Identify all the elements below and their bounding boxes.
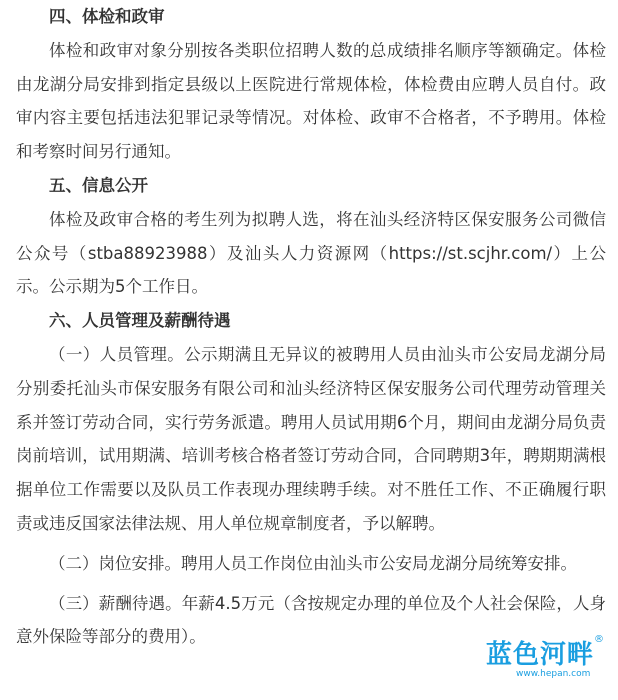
watermark-logo-text: 蓝色河畔 [486,640,595,670]
section-5-title: 五、信息公开 [49,175,148,195]
document-body [16,0,606,654]
section-6-salary: （三）薪酬待遇。年薪4.5万元（含按规定办理的单位及个人社会保险，人身意外保险等部分的费用）。 [16,593,606,647]
watermark-site: www.hepan.com [516,669,591,679]
section-6-personnel-management: （一）人员管理。公示期满且无异议的被聘用人员由汕头市公安局龙湖分局分别委托汕头市保安服务有限公司和汕头经济特区保安服务公司代理劳动管理关系并签订劳动合同，实行劳务派遣。聘用人员试用期6个月，期间由龙湖分局负责岗前培训，试用期满、培训考核合格者签订劳动合同，合同聘期3年，聘期期满根据单位工作需要以及队员工作表现办理续聘手续。对不胜任工作、不正确履行职责或违反国家法律法规、用人单位规章制度者，予以解聘。 [16,344,606,533]
section-6-position-arrangement: （二）岗位安排。聘用人员工作岗位由汕头市公安局龙湖分局统筹安排。 [49,553,577,573]
section-4-paragraph: 体检和政审对象分别按各类职位招聘人数的总成绩排名顺序等额确定。体检由龙湖分局安排到指定县级以上医院进行常规体检，体检费由应聘人员自付。政审内容主要包括违法犯罪记录等情况。对体检、政审不合格者，不予聘用。体检和考察时间另行通知。 [16,40,606,162]
registered-mark: ® [594,634,604,645]
section-5-paragraph: 体检及政审合格的考生列为拟聘人选，将在汕头经济特区保安服务公司微信公众号（stba88923988）及汕头人力资源网（https://st.scjhr.com/）上公示。公示期为5个工作日。 [16,209,606,297]
section-4-title: 四、体检和政审 [49,7,165,26]
watermark-logo [486,634,604,684]
section-6-title: 六、人员管理及薪酬待遇 [49,311,231,331]
